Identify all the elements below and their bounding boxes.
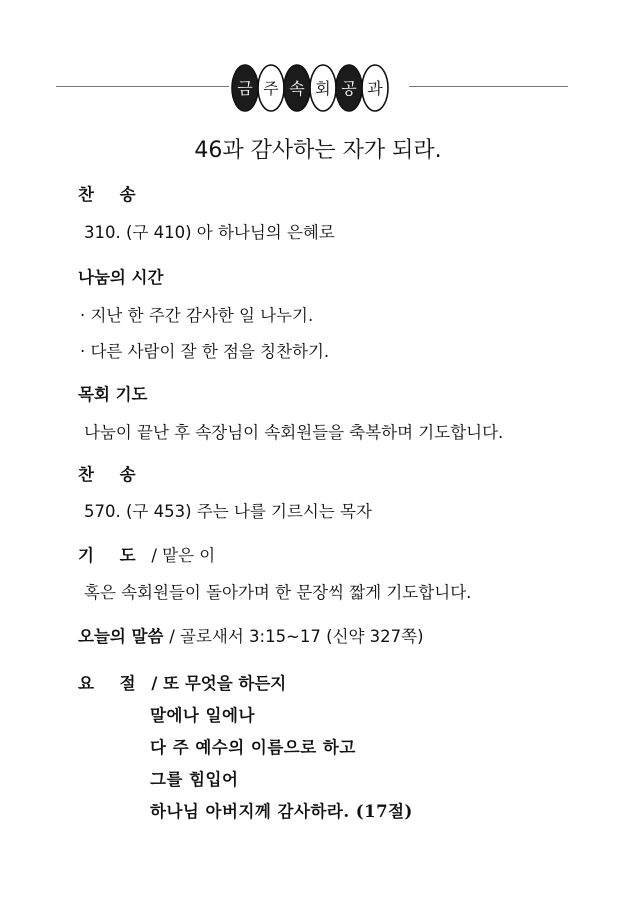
prayer-heading <box>78 542 215 566</box>
logo-char-5: 공 <box>341 79 357 98</box>
logo-char-1: 금 <box>237 79 253 98</box>
key-verse-line-2: 말에나 일에나 <box>150 706 255 725</box>
sharing-label: 나눔의 시간 <box>78 268 164 287</box>
series-logo-graphic <box>229 62 409 114</box>
pastoral-prayer-label: 목회 기도 <box>78 385 148 404</box>
key-verse-line-5: 하나님 아버지께 감사하라. (17절) <box>150 802 413 821</box>
key-verse-line-1: / 또 무엇을 하든지 <box>151 674 287 693</box>
pastoral-prayer-heading <box>78 381 148 405</box>
word-sub: / 골로새서 3:15~17 (신약 327쪽) <box>169 627 424 646</box>
sharing-item-1: · 지난 한 주간 감사한 일 나누기. <box>80 306 314 325</box>
word-label: 오늘의 말씀 <box>78 627 164 646</box>
hymn1-label: 찬 송 <box>78 185 146 204</box>
lesson-title: 46과 감사하는 자가 되라. <box>194 138 442 163</box>
sharing-item-2: · 다른 사람이 잘 한 점을 칭찬하기. <box>80 342 330 361</box>
key-verse-line-4: 그를 힘입어 <box>150 770 239 789</box>
pastoral-prayer-content: 나눔이 끝난 후 속장님이 속회원들을 축복하며 기도합니다. <box>84 423 504 442</box>
logo-char-4: 회 <box>315 79 331 98</box>
key-verse-heading <box>78 670 286 694</box>
logo-char-6: 과 <box>367 79 383 98</box>
hymn2-heading <box>78 461 146 485</box>
key-verse-line-3: 다 주 예수의 이름으로 하고 <box>150 738 356 757</box>
hymn2-content: 570. (구 453) 주는 나를 기르시는 목자 <box>84 502 372 521</box>
prayer-label: 기 도 <box>78 546 146 565</box>
logo-char-3: 속 <box>289 79 305 98</box>
key-verse-label: 요 절 <box>78 674 146 693</box>
series-logo <box>229 62 409 114</box>
sharing-heading <box>78 264 163 288</box>
word-heading <box>78 623 424 647</box>
prayer-sub: / 맡은 이 <box>151 546 216 565</box>
logo-char-2: 주 <box>263 79 279 98</box>
hymn1-content: 310. (구 410) 아 하나님의 은혜로 <box>84 223 335 242</box>
hymn1-heading <box>78 181 146 205</box>
hymn2-label: 찬 송 <box>78 465 146 484</box>
prayer-content: 혹은 속회원들이 돌아가며 한 문장씩 짧게 기도합니다. <box>84 583 472 602</box>
